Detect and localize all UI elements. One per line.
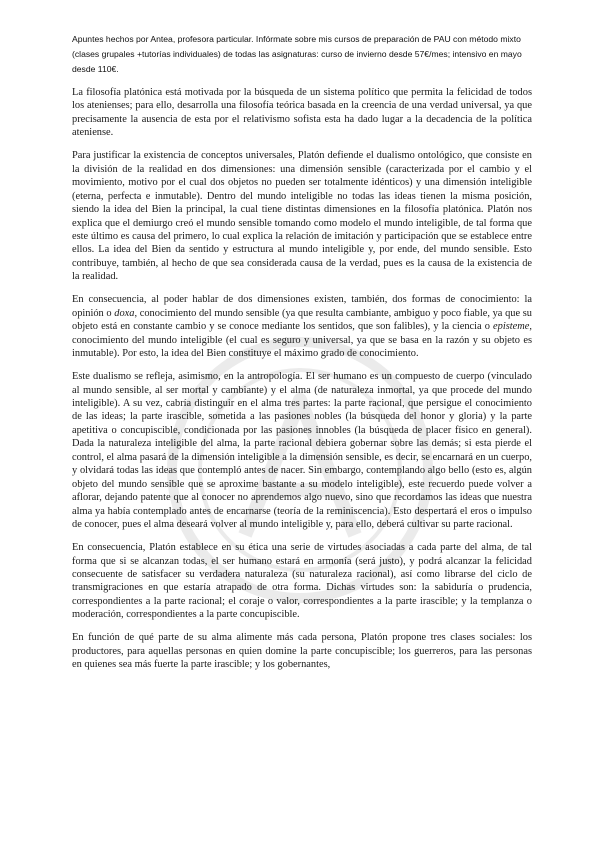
- knowledge-outro: , conocimiento del mundo inteligible (el cual es seguro y universal, ya que se basa en la razón y su objeto es inmutable). Por esto, la idea del Bien constituye el máximo grado de conocimiento.: [72, 321, 532, 360]
- paragraph-anthropology: Este dualismo se refleja, asimismo, en la antropología. El ser humano es un compuesto de cuerpo (vinculado al mundo sensible, al ser mortal y cambiante) y el alma (de naturaleza inmortal, ya que procede del mundo inteligible). A su vez, cabría distinguir en el alma tres partes: la parte racional, que persigue el conocimiento de las ideas; la parte irascible, sometida a las pasiones nobles (la búsqueda del honor y gloria) y la parte apetitiva o concupiscible, condicionada por las pasiones innobles (la búsqueda de placer físico en general). Dada la naturaleza inteligible del alma, la parte racional debiera gobernar sobre las demás; si esta pierde el control, el alma pasará de la dimensión inteligible a la dimensión sensible, es decir, se encarnará en un cuerpo, y olvidará todas las ideas que contempló antes de nacer. Sin embargo, contemplando algo bello (esto es, algún objeto del mundo sensible que se aproxime bastante a su modelo inteligible), este recuerdo puede volver a aflorar, dejando patente que al conocer no aprendemos algo nuevo, sino que recordamos las ideas que nuestra alma ya había contemplado antes de encarnarse (teoría de la reminiscencia). Esto despertará el eros o impulso de conocer, pues el alma deseará volver al mundo inteligible y, para ello, deberá cultivar su parte racional.: [72, 371, 532, 531]
- knowledge-mid: , conocimiento del mundo sensible (ya que resulta cambiante, ambiguo y poco fiable, ya que su objeto está en constante cambio y se conoce mediante los sentidos, que son falibles), y la ciencia o: [72, 307, 532, 333]
- document-body: [72, 86, 532, 681]
- paragraph-ethics: En consecuencia, Platón establece en su ética una serie de virtudes asociadas a cada parte del alma, de tal forma que si se alcanzan todas, el ser humano estará en armonía (será justo), y podrá alcanzar la felicidad consecuente de satisfacer su verdadera naturaleza (su naturaleza racional), así como librarse del ciclo de transmigraciones en que estaría atrapado de otra forma. Dichas virtudes son: la sabiduría o prudencia, correspondientes a la parte racional; el coraje o valor, correspondientes a la parte irascible; y la templanza o moderación, correspondientes a la parte concupiscible.: [72, 542, 532, 621]
- paragraph-knowledge: [72, 293, 532, 360]
- knowledge-intro: En consecuencia, al poder hablar de dos dimensiones existen, también, dos formas de conocimiento: la opinión o: [72, 294, 532, 319]
- term-doxa: doxa: [114, 307, 135, 319]
- promo-header: Apuntes hechos por Antea, profesora particular. Infórmate sobre mis cursos de preparación de PAU con método mixto (clases grupales +tutorías individuales) de todas las asignaturas: curso de invierno desde 57€/mes; intensivo en mayo desde 110€.: [72, 34, 522, 74]
- paragraph-social-classes: En función de qué parte de su alma alimente más cada persona, Platón propone tres clases sociales: los productores, para aquellas personas en quien domine la parte concupiscible; los guerreros, para las personas en quienes sea más fuerte la parte irascible; y los gobernantes,: [72, 632, 532, 671]
- paragraph-ontological-dualism: Para justificar la existencia de conceptos universales, Platón defiende el dualismo ontológico, que consiste en la división de la realidad en dos dimensiones: una dimensión sensible (caracterizada por el cambio y el movimiento, motivo por el cual dos objetos no pueden ser totalmente idénticos) y una dimensión inteligible (eterna, perfecta e inmutable). Dentro del mundo inteligible no todas las ideas tienen la misma posición, siendo la idea del Bien la principal, la cual tiene distintas dimensiones en la filosofía platónica. Platón nos explica que el demiurgo creó el mundo sensible tomando como modelo el mundo inteligible, de tal forma que este último es causa del primero, lo cual explica la relación de imitación y participación que se establece entre ellos. La idea del Bien da sentido y estructura al mundo inteligible y, por ende, del mundo sensible. Esto contribuye, también, al hecho de que sea considerada causa de la verdad, pues es la causa de la existencia de la realidad.: [72, 150, 532, 283]
- term-episteme: episteme: [493, 321, 530, 333]
- paragraph-intro: La filosofía platónica está motivada por la búsqueda de un sistema político que permita la felicidad de todos los atenienses; para ello, desarrolla una filosofía teórica basada en la creencia de una verdad universal, ya que precisamente la ausencia de esta por el relativismo sofista esta ha dado lugar a la decadencia de la política ateniense.: [72, 87, 532, 139]
